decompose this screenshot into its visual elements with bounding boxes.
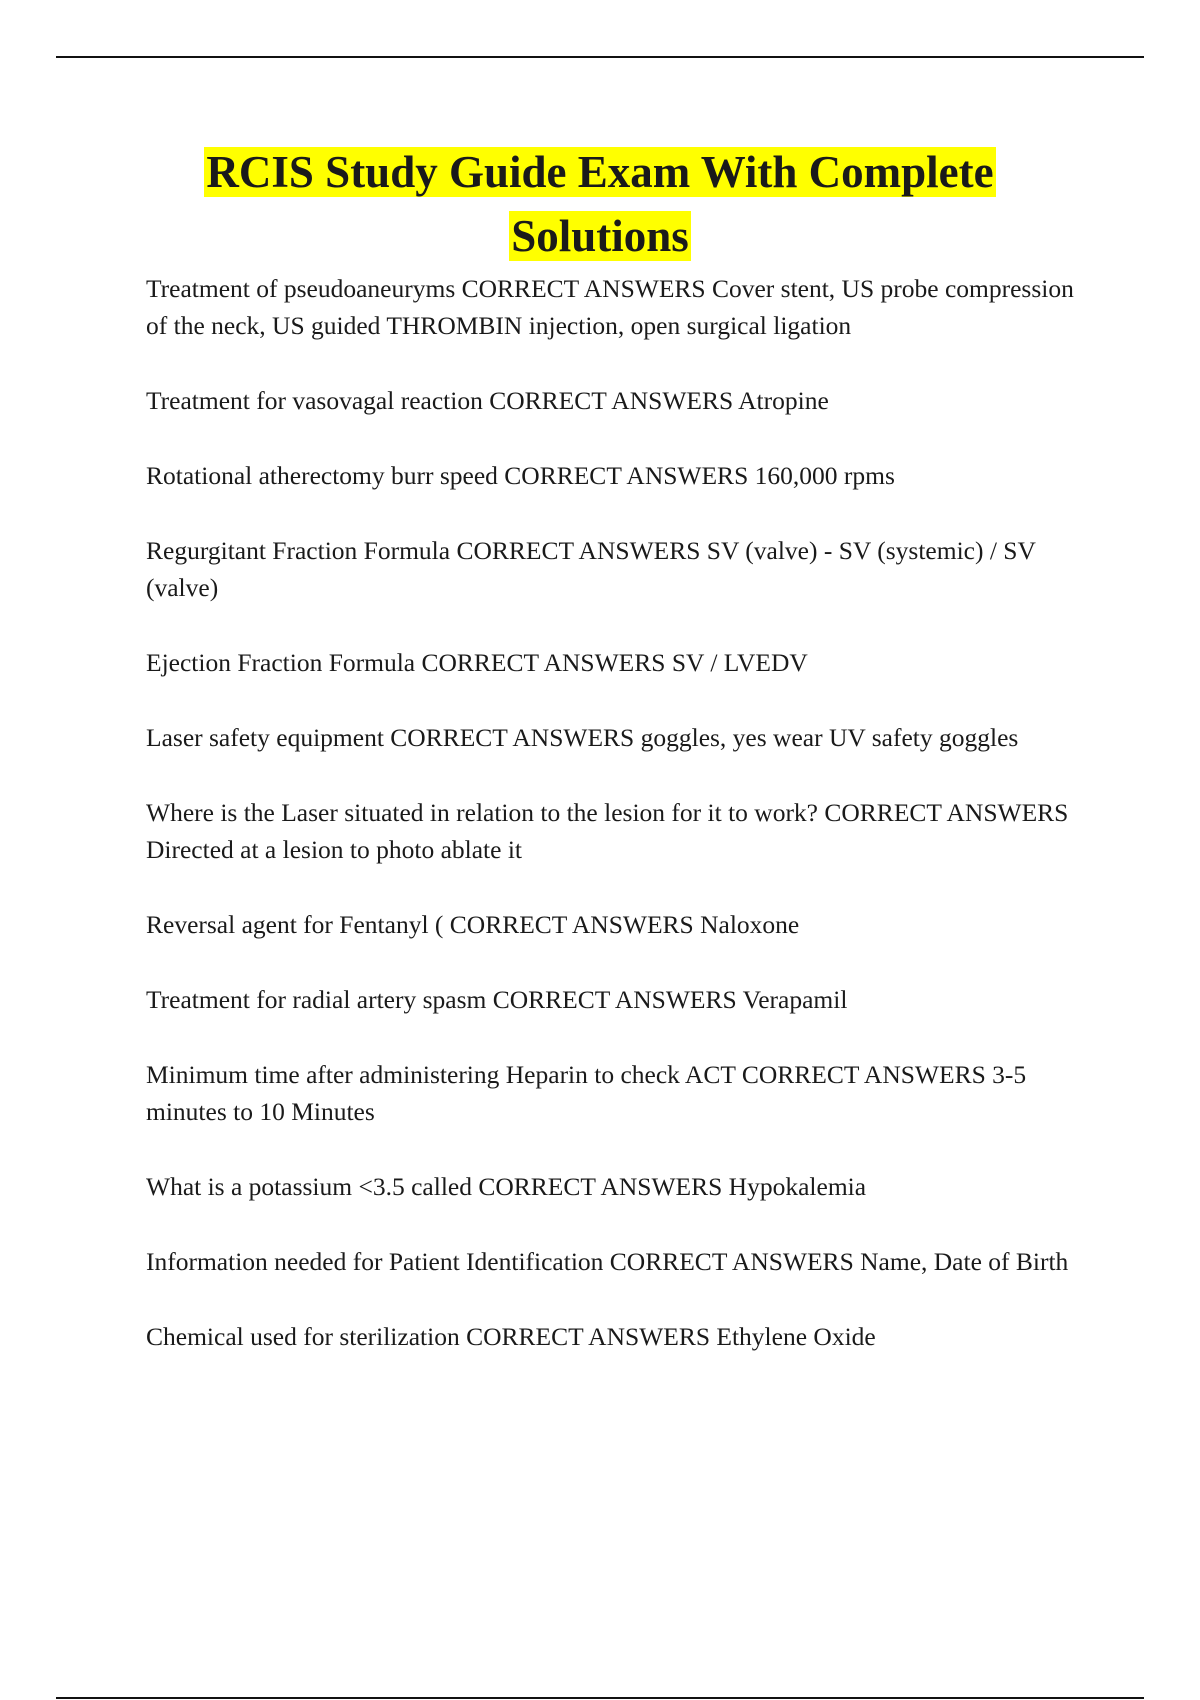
qa-item: Treatment of pseudoaneuryms CORRECT ANSWERS Cover stent, US probe compression of the neck, US guided THROMBIN injection, open surgical ligation <box>146 274 1074 340</box>
qa-item: Information needed for Patient Identification CORRECT ANSWERS Name, Date of Birth <box>146 1247 1069 1276</box>
title-line-2: Solutions <box>511 211 689 261</box>
top-rule <box>56 56 1144 58</box>
qa-item: Where is the Laser situated in relation to the lesion for it to work? CORRECT ANSWERS Directed at a lesion to photo ablate it <box>146 798 1069 864</box>
qa-item: Reversal agent for Fentanyl ( CORRECT ANSWERS Naloxone <box>146 910 800 939</box>
qa-item: Ejection Fraction Formula CORRECT ANSWERS SV / LVEDV <box>146 648 808 677</box>
title-line-1: RCIS Study Guide Exam With Complete <box>206 147 994 197</box>
qa-list <box>146 270 1086 1393</box>
bottom-rule <box>56 1697 1144 1699</box>
qa-item: Chemical used for sterilization CORRECT ANSWERS Ethylene Oxide <box>146 1322 876 1351</box>
qa-item: Minimum time after administering Heparin to check ACT CORRECT ANSWERS 3-5 minutes to 10 Minutes <box>146 1060 1027 1126</box>
qa-item: Treatment for vasovagal reaction CORRECT ANSWERS Atropine <box>146 386 829 415</box>
qa-item: Laser safety equipment CORRECT ANSWERS goggles, yes wear UV safety goggles <box>146 723 1019 752</box>
qa-item: Treatment for radial artery spasm CORRECT ANSWERS Verapamil <box>146 985 848 1014</box>
document-title <box>120 140 1080 268</box>
qa-item: Rotational atherectomy burr speed CORRECT ANSWERS 160,000 rpms <box>146 461 895 490</box>
qa-item: What is a potassium <3.5 called CORRECT ANSWERS Hypokalemia <box>146 1172 867 1201</box>
qa-item: Regurgitant Fraction Formula CORRECT ANSWERS SV (valve) - SV (systemic) / SV (valve) <box>146 536 1036 602</box>
